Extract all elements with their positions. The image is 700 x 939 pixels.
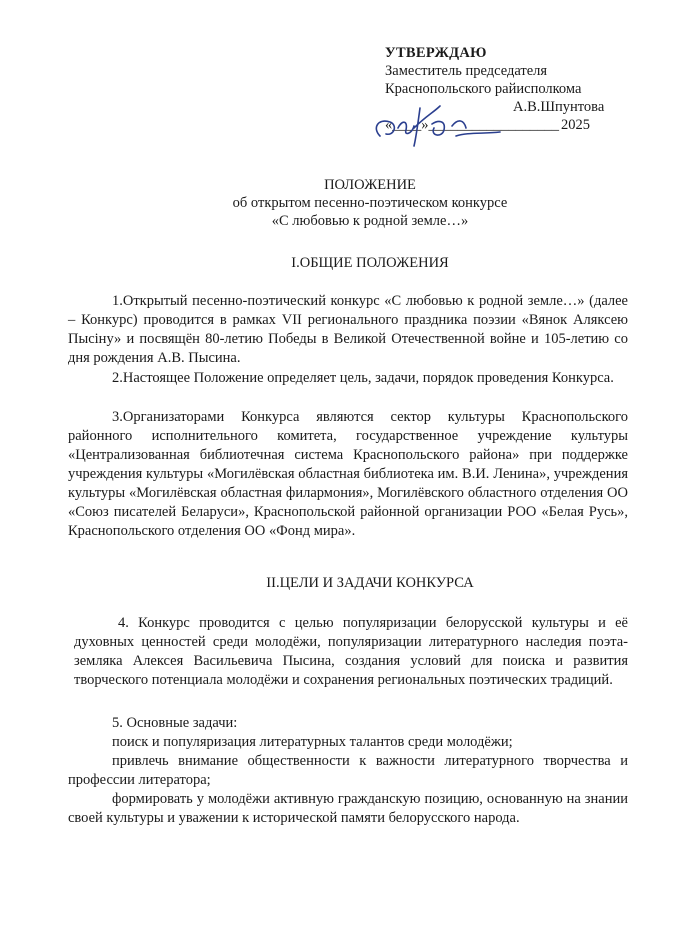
approval-position-line2: Краснопольского райисполкома	[385, 81, 582, 97]
document-subtitle-1: об открытом песенно-поэтическом конкурсе	[232, 195, 508, 211]
paragraph-5: 5. Основные задачи:	[112, 715, 238, 731]
paragraph-1: 1.Открытый песенно-поэтический конкурс «С любовью к родной земле…» (далее – Конкурс) проводится в рамках VII регионального праздника поэзии «Вянок Аляксею Пысіну» и посвящён 80-летию Победы в Великой Отечественной войне и 105-летию со дня рождения А.В. Пысина.	[68, 293, 628, 366]
task-item-2: привлечь внимание общественности к важности литературного творчества и профессии литератора;	[68, 753, 628, 788]
approval-year: 2025	[561, 117, 590, 133]
task-item-3: формировать у молодёжи активную гражданскую позицию, основанную на знании своей культуры и уважении к исторической памяти белорусского народа.	[68, 791, 628, 826]
task-item-1: поиск и популяризация литературных талантов среди молодёжи;	[112, 734, 513, 750]
handwritten-signature	[368, 98, 518, 150]
paragraph-3: 3.Организаторами Конкурса являются сектор культуры Краснопольского районного исполнительного комитета, государственное учреждение культуры «Централизованная библиотечная система Краснопольского района» при поддержке учреждения культуры «Могилёвская областная библиотека им. В.И. Ленина», учреждения культуры «Могилёвская областная филармония», Могилёвского областного отделения ОО «Союз писателей Беларуси», Краснопольской районной организации РОО «Белая Русь», Краснопольского отделения ОО «Фонд мира».	[68, 409, 628, 539]
section-heading-general: I.ОБЩИЕ ПОЛОЖЕНИЯ	[291, 255, 449, 271]
approval-position-line1: Заместитель председателя	[385, 63, 548, 79]
document-subtitle-2: «С любовью к родной земле…»	[271, 213, 469, 229]
section-heading-goals: II.ЦЕЛИ И ЗАДАЧИ КОНКУРСА	[266, 575, 474, 591]
paragraph-2: 2.Настоящее Положение определяет цель, задачи, порядок проведения Конкурса.	[112, 370, 614, 386]
document-title-block	[60, 176, 680, 230]
approval-signatory-name: А.В.Шпунтова	[513, 99, 605, 115]
paragraph-4: 4. Конкурс проводится с целью популяризации белорусской культуры и её духовных ценностей среди молодёжи, популяризации литературного наследия поэта-земляка Алексея Васильевича Пысина, создания условий для поиска и развития творческого потенциала молодёжи и сохранения региональных поэтических традиций.	[74, 615, 628, 688]
approval-title: УТВЕРЖДАЮ	[385, 45, 487, 61]
approval-date-blank: «____»__________________	[385, 117, 559, 133]
document-title: ПОЛОЖЕНИЕ	[324, 177, 416, 193]
